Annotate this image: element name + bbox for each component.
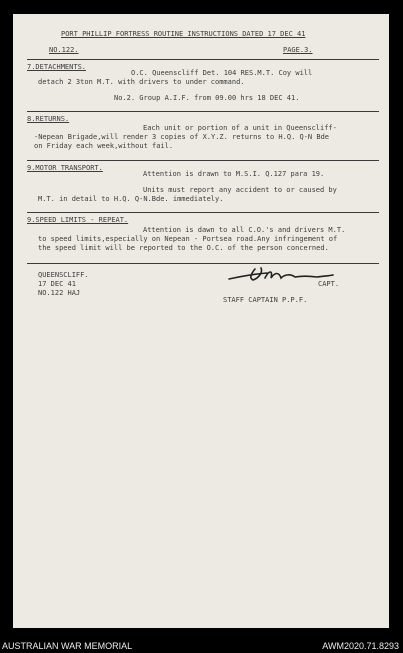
- section-line: the speed limit will be reported to the O.C. of the person concerned.: [38, 244, 329, 252]
- section-line: Attention is drawn to M.S.I. Q.127 para 19.: [143, 170, 325, 178]
- section-line: on Friday each week,without fail.: [34, 142, 174, 150]
- section-heading-speed-limits: 9.SPEED LIMITS - REPEAT.: [27, 216, 129, 224]
- origin-date: 17 DEC 41: [38, 280, 76, 288]
- page-number: PAGE.3.: [283, 46, 313, 54]
- section-line: O.C. Queenscliff Det. 104 RES.M.T. Coy will: [131, 69, 313, 77]
- document-page: [13, 14, 389, 628]
- section-line: to speed limits,especially on Nepean - Portsea road.Any infringement of: [38, 235, 338, 243]
- section-line: Units must report any accident to or caused by: [143, 186, 337, 194]
- footer-bar: [0, 640, 403, 653]
- signatory-title: STAFF CAPTAIN P.P.F.: [223, 296, 308, 304]
- footer-credit: AUSTRALIAN WAR MEMORIAL: [2, 641, 133, 651]
- document-header: PORT PHILLIP FORTRESS ROUTINE INSTRUCTIONS DATED 17 DEC 41: [61, 30, 306, 38]
- section-line: Attention is dawn to all C.O.'s and drivers M.T.: [143, 226, 346, 234]
- origin-reference: NO.122 HAJ: [38, 289, 81, 297]
- section-line: M.T. in detail to H.Q. Q-N.Bde. immediately.: [38, 195, 224, 203]
- section-heading-returns: 8.RETURNS.: [27, 115, 70, 123]
- section-divider: [27, 59, 379, 60]
- signatory-rank: CAPT.: [318, 280, 340, 288]
- origin-place: QUEENSCLIFF.: [38, 271, 89, 279]
- section-divider: [27, 212, 379, 213]
- section-divider: [27, 160, 379, 161]
- section-divider: [27, 111, 379, 112]
- section-line: detach 2 3ton M.T. with drivers to under command.: [38, 78, 245, 86]
- section-line: No.2. Group A.I.F. from 09.00 hrs 18 DEC 41.: [114, 94, 300, 102]
- section-heading-motor-transport: 9.MOTOR TRANSPORT.: [27, 164, 103, 172]
- footer-accession-number: AWM2020.71.8293: [322, 641, 399, 651]
- section-line: -Nepean Brigade,will render 3 copies of X.Y.Z. returns to H.Q. Q-N Bde: [34, 133, 330, 141]
- section-heading-detachments: 7.DETACHMENTS.: [27, 63, 87, 71]
- instruction-number: NO.122.: [49, 46, 79, 54]
- section-line: Each unit or portion of a unit in Queenscliff-: [143, 124, 337, 132]
